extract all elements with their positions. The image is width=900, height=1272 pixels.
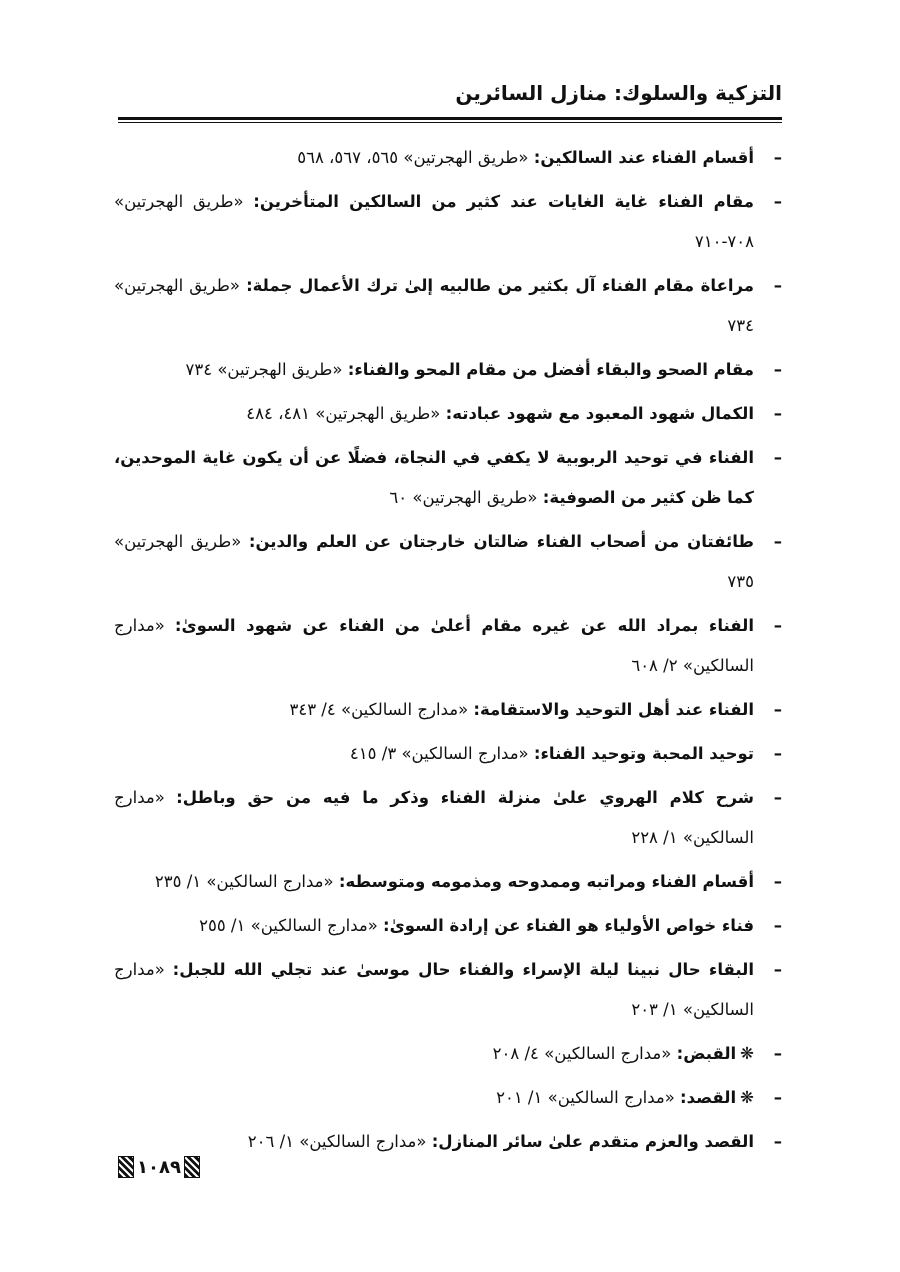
entry-source: «طريق الهجرتين» ٧٠٨-٧١٠ (114, 192, 754, 251)
entry-heading: القبض: (676, 1044, 737, 1063)
index-entry: – مقام الصحو والبقاء أفضل من مقام المحو والفناء: «طريق الهجرتين» ٧٣٤ (185, 360, 782, 379)
index-entry: – القصد والعزم متقدم علىٰ سائر المنازل: «مدارج السالكين» ١/ ٢٠٦ (247, 1132, 782, 1151)
entry-source: «طريق الهجرتين» ٧٣٤ (185, 360, 343, 379)
entry-heading: مقام الفناء غاية الغايات عند كثير من السالكين المتأخرين: (253, 192, 754, 211)
entry-source: «مدارج السالكين» ٢/ ٦٠٨ (114, 616, 754, 675)
entry-heading: أقسام الفناء ومراتبه وممدوحه ومذمومه ومتوسطه: (338, 872, 754, 891)
ornament-left-icon (118, 1156, 134, 1178)
entry-heading: أقسام الفناء عند السالكين: (533, 148, 754, 167)
star-marker: ❋ (740, 1088, 754, 1107)
index-entry: – الفناء في توحيد الربوبية لا يكفي في النجاة، فضلًا عن أن يكون غاية الموحدين، كما ظن كثير من الصوفية: «طريق الهجرتين» ٦٠ (114, 448, 782, 507)
index-entry: – الفناء بمراد الله عن غيره مقام أعلىٰ من الفناء عن شهود السوىٰ: «مدارج السالكين» ٢/ ٦٠٨ (114, 616, 782, 675)
entry-source: «مدارج السالكين» ٤/ ٢٠٨ (492, 1044, 672, 1063)
index-entry: – أقسام الفناء ومراتبه وممدوحه ومذمومه ومتوسطه: «مدارج السالكين» ١/ ٢٣٥ (154, 872, 782, 891)
entry-heading: الفناء في توحيد الربوبية لا يكفي في النجاة، فضلًا عن أن يكون غاية الموحدين، كما ظن كثير من الصوفية: (114, 448, 754, 507)
entry-heading: الفناء عند أهل التوحيد والاستقامة: (473, 700, 754, 719)
entry-source: «مدارج السالكين» ١/ ٢٣٥ (154, 872, 334, 891)
ornament-right-icon (184, 1156, 200, 1178)
entry-source: «طريق الهجرتين» ٦٠ (389, 488, 538, 507)
entry-heading: طائفتان من أصحاب الفناء ضالتان خارجتان عن العلم والدين: (248, 532, 754, 551)
index-entry: – ❋القبض: «مدارج السالكين» ٤/ ٢٠٨ (492, 1044, 782, 1063)
entry-heading: القصد: (680, 1088, 737, 1107)
entry-heading: توحيد المحبة وتوحيد الفناء: (533, 744, 754, 763)
entry-source: «مدارج السالكين» ٤/ ٣٤٣ (289, 700, 469, 719)
entry-heading: مقام الصحو والبقاء أفضل من مقام المحو والفناء: (347, 360, 754, 379)
entry-source: «مدارج السالكين» ١/ ٢٠١ (496, 1088, 675, 1107)
entry-heading: فناء خواص الأولياء هو الفناء عن إرادة السوىٰ: (383, 916, 754, 935)
entry-heading: الكمال شهود المعبود مع شهود عبادته: (445, 404, 754, 423)
header-rule-thick (118, 117, 782, 120)
entry-source: «طريق الهجرتين» ٧٣٤ (114, 276, 754, 335)
index-entry: – البقاء حال نبينا ليلة الإسراء والفناء حال موسىٰ عند تجلي الله للجبل: «مدارج السالكين» ١/ ٢٠٣ (114, 960, 782, 1019)
entry-source: «مدارج السالكين» ١/ ٢٠٣ (114, 960, 754, 1019)
entry-source: «مدارج السالكين» ١/ ٢٠٦ (247, 1132, 427, 1151)
entry-heading: مراعاة مقام الفناء آل بكثير من طالبيه إلىٰ ترك الأعمال جملة: (246, 276, 754, 295)
index-entry: – فناء خواص الأولياء هو الفناء عن إرادة السوىٰ: «مدارج السالكين» ١/ ٢٥٥ (199, 916, 782, 935)
star-marker: ❋ (740, 1044, 754, 1063)
entry-source: «مدارج السالكين» ٣/ ٤١٥ (349, 744, 529, 763)
entry-heading: الفناء بمراد الله عن غيره مقام أعلىٰ من الفناء عن شهود السوىٰ: (174, 616, 754, 635)
entry-heading: القصد والعزم متقدم علىٰ سائر المنازل: (431, 1132, 754, 1151)
index-entry: – الفناء عند أهل التوحيد والاستقامة: «مدارج السالكين» ٤/ ٣٤٣ (289, 700, 782, 719)
running-header-title: التزكية والسلوك: منازل السائرين (455, 81, 782, 105)
entry-source: «طريق الهجرتين» ٥٦٥، ٥٦٧، ٥٦٨ (297, 148, 529, 167)
index-entry: – أقسام الفناء عند السالكين: «طريق الهجرتين» ٥٦٥، ٥٦٧، ٥٦٨ (297, 148, 782, 167)
header-rule-thin (118, 122, 782, 123)
index-entry: – مقام الفناء غاية الغايات عند كثير من السالكين المتأخرين: «طريق الهجرتين» ٧٠٨-٧١٠ (114, 192, 782, 251)
index-entry: – شرح كلام الهروي علىٰ منزلة الفناء وذكر ما فيه من حق وباطل: «مدارج السالكين» ١/ ٢٢٨ (114, 788, 782, 847)
entry-heading: البقاء حال نبينا ليلة الإسراء والفناء حال موسىٰ عند تجلي الله للجبل: (172, 960, 754, 979)
entry-heading: شرح كلام الهروي علىٰ منزلة الفناء وذكر ما فيه من حق وباطل: (176, 788, 754, 807)
index-entry: – ❋القصد: «مدارج السالكين» ١/ ٢٠١ (496, 1088, 782, 1107)
index-entry: – طائفتان من أصحاب الفناء ضالتان خارجتان عن العلم والدين: «طريق الهجرتين» ٧٣٥ (114, 532, 782, 591)
index-entry: – الكمال شهود المعبود مع شهود عبادته: «طريق الهجرتين» ٤٨١، ٤٨٤ (246, 404, 782, 423)
index-entry: – توحيد المحبة وتوحيد الفناء: «مدارج السالكين» ٣/ ٤١٥ (349, 744, 782, 763)
entry-source: «طريق الهجرتين» ٧٣٥ (114, 532, 754, 591)
page-number (118, 1152, 200, 1182)
index-entry-list (114, 138, 784, 1166)
index-entry: – مراعاة مقام الفناء آل بكثير من طالبيه إلىٰ ترك الأعمال جملة: «طريق الهجرتين» ٧٣٤ (114, 276, 782, 335)
entry-source: «مدارج السالكين» ١/ ٢٢٨ (114, 788, 754, 847)
page-number-text: ١٠٨٩ (137, 1156, 181, 1178)
entry-source: «طريق الهجرتين» ٤٨١، ٤٨٤ (246, 404, 441, 423)
entry-source: «مدارج السالكين» ١/ ٢٥٥ (199, 916, 378, 935)
